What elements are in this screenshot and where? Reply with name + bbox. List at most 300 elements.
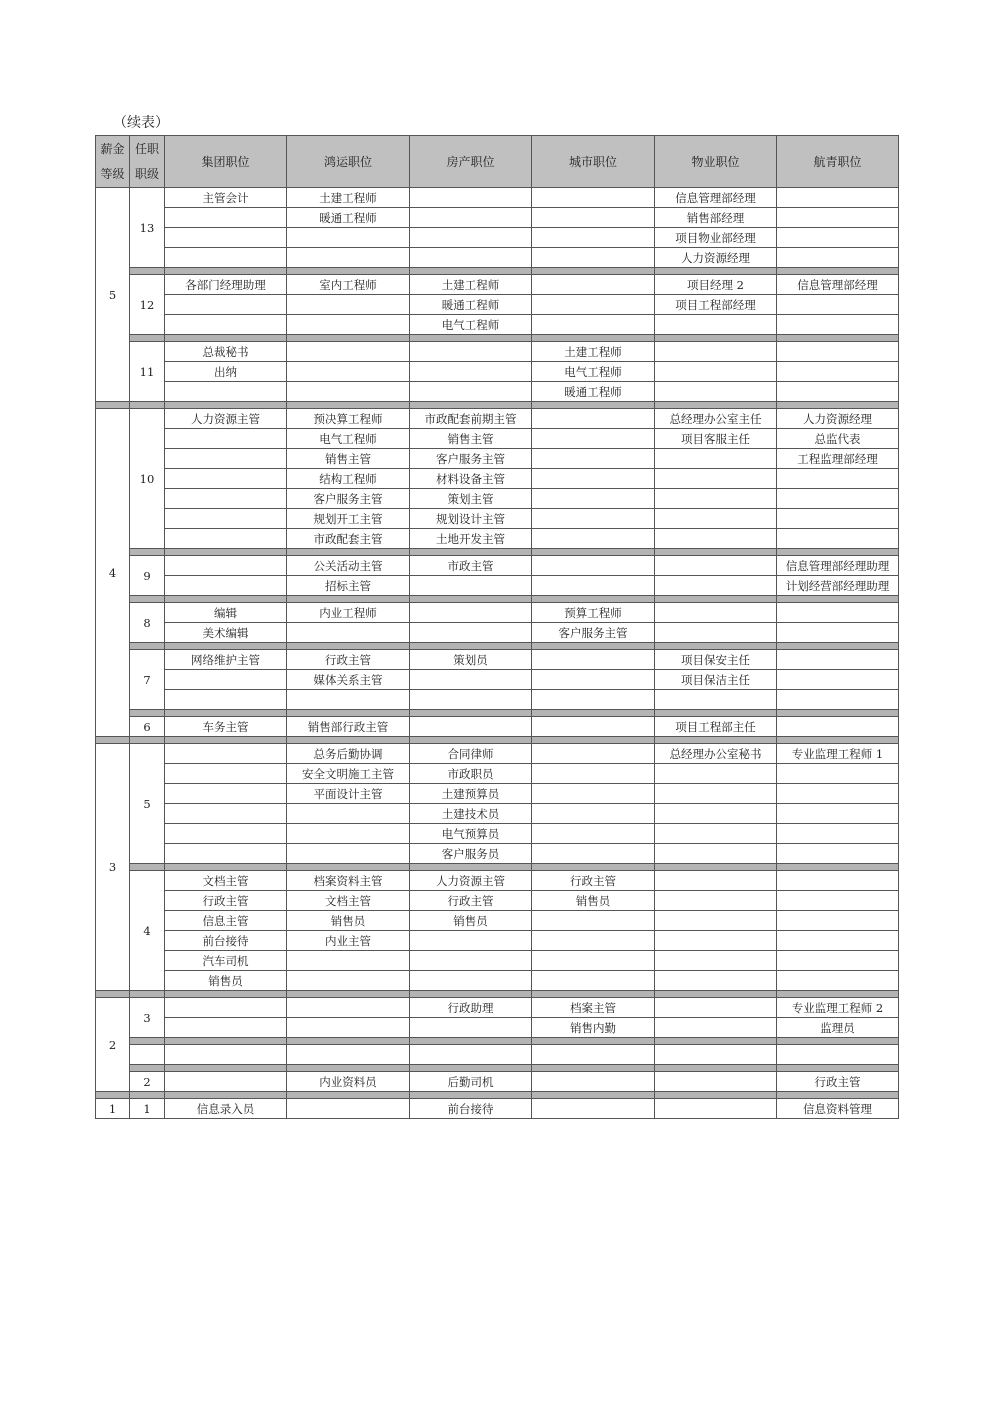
job-level-cell: 4 xyxy=(130,871,165,991)
position-cell xyxy=(777,844,899,864)
position-cell: 编辑 xyxy=(165,603,287,623)
position-cell: 土建技术员 xyxy=(410,804,532,824)
separator-cell xyxy=(655,643,777,650)
separator-cell xyxy=(130,596,165,603)
position-cell xyxy=(410,971,532,991)
position-cell xyxy=(655,315,777,335)
job-level-cell: 9 xyxy=(130,556,165,596)
job-level-cell: 11 xyxy=(130,342,165,402)
position-cell xyxy=(655,784,777,804)
position-cell: 监理员 xyxy=(777,1018,899,1038)
position-cell xyxy=(655,911,777,931)
position-cell xyxy=(410,931,532,951)
position-cell: 项目工程部经理 xyxy=(655,295,777,315)
position-cell: 规划开工主管 xyxy=(287,509,410,529)
position-cell xyxy=(165,1045,287,1065)
position-cell xyxy=(777,1045,899,1065)
separator-cell xyxy=(655,549,777,556)
position-cell: 土建预算员 xyxy=(410,784,532,804)
job-level-cell: 12 xyxy=(130,275,165,335)
separator-cell xyxy=(165,335,287,342)
separator-row xyxy=(96,643,899,650)
header-hongyun-position: 鸿运职位 xyxy=(287,136,410,188)
separator-cell xyxy=(655,737,777,744)
position-cell: 公关活动主管 xyxy=(287,556,410,576)
position-cell xyxy=(165,744,287,764)
position-cell: 销售部行政主管 xyxy=(287,717,410,737)
position-cell xyxy=(655,998,777,1018)
position-cell: 项目工程部主任 xyxy=(655,717,777,737)
table-row xyxy=(96,650,899,670)
separator-cell xyxy=(777,643,899,650)
position-cell: 专业监理工程师 1 xyxy=(777,744,899,764)
position-cell xyxy=(777,931,899,951)
header-realestate-position: 房产职位 xyxy=(410,136,532,188)
position-cell xyxy=(287,228,410,248)
position-cell xyxy=(165,208,287,228)
separator-row xyxy=(96,335,899,342)
table-row xyxy=(96,275,899,295)
separator-cell xyxy=(410,1038,532,1045)
separator-cell xyxy=(130,710,165,717)
table-row xyxy=(96,911,899,931)
table-row xyxy=(96,188,899,208)
job-level-cell: 7 xyxy=(130,650,165,710)
position-cell: 土建工程师 xyxy=(287,188,410,208)
position-cell xyxy=(532,228,655,248)
position-cell: 档案主管 xyxy=(532,998,655,1018)
separator-cell xyxy=(165,991,287,998)
separator-cell xyxy=(410,1065,532,1072)
table-row xyxy=(96,208,899,228)
position-cell xyxy=(777,603,899,623)
separator-cell xyxy=(130,1065,165,1072)
position-cell xyxy=(287,623,410,643)
position-cell xyxy=(532,449,655,469)
separator-cell xyxy=(165,1038,287,1045)
position-cell: 平面设计主管 xyxy=(287,784,410,804)
position-cell: 内业资料员 xyxy=(287,1072,410,1092)
separator-row xyxy=(96,991,899,998)
position-cell xyxy=(532,1045,655,1065)
separator-cell xyxy=(130,402,165,409)
position-cell: 档案资料主管 xyxy=(287,871,410,891)
position-cell xyxy=(165,784,287,804)
position-cell: 总务后勤协调 xyxy=(287,744,410,764)
table-row xyxy=(96,342,899,362)
position-cell: 客户服务主管 xyxy=(410,449,532,469)
header-job-level xyxy=(130,136,165,188)
position-cell xyxy=(655,891,777,911)
separator-cell xyxy=(130,737,165,744)
position-cell xyxy=(655,509,777,529)
job-level-cell: 3 xyxy=(130,998,165,1038)
position-cell xyxy=(777,911,899,931)
position-cell xyxy=(777,804,899,824)
position-cell xyxy=(410,670,532,690)
pay-grade-cell: 5 xyxy=(96,188,130,402)
separator-cell xyxy=(655,991,777,998)
separator-cell xyxy=(532,549,655,556)
position-cell xyxy=(287,1018,410,1038)
position-cell: 内业主管 xyxy=(287,931,410,951)
position-cell xyxy=(532,764,655,784)
position-cell xyxy=(655,449,777,469)
position-cell: 行政主管 xyxy=(287,650,410,670)
table-row xyxy=(96,744,899,764)
position-cell xyxy=(287,342,410,362)
table-row xyxy=(96,228,899,248)
separator-cell xyxy=(777,1038,899,1045)
position-cell xyxy=(777,469,899,489)
position-cell: 暖通工程师 xyxy=(287,208,410,228)
separator-cell xyxy=(287,991,410,998)
position-cell: 信息资料管理 xyxy=(777,1099,899,1119)
position-cell xyxy=(777,362,899,382)
separator-cell xyxy=(287,1092,410,1099)
position-cell xyxy=(777,188,899,208)
header-pay-grade-line2: 等级 xyxy=(100,166,125,181)
position-cell xyxy=(532,315,655,335)
position-cell: 结构工程师 xyxy=(287,469,410,489)
table-row xyxy=(96,998,899,1018)
position-cell: 策划主管 xyxy=(410,489,532,509)
table-row xyxy=(96,529,899,549)
separator-row xyxy=(96,1038,899,1045)
table-row xyxy=(96,429,899,449)
position-cell xyxy=(655,951,777,971)
separator-cell xyxy=(655,710,777,717)
separator-cell xyxy=(287,268,410,275)
position-cell xyxy=(532,744,655,764)
position-cell xyxy=(165,382,287,402)
separator-cell xyxy=(165,1065,287,1072)
header-pay-grade xyxy=(96,136,130,188)
separator-cell xyxy=(655,402,777,409)
position-cell xyxy=(532,931,655,951)
separator-cell xyxy=(165,596,287,603)
position-cell xyxy=(165,509,287,529)
separator-cell xyxy=(165,268,287,275)
position-cell xyxy=(532,670,655,690)
position-cell xyxy=(655,931,777,951)
position-cell: 项目保洁主任 xyxy=(655,670,777,690)
separator-cell xyxy=(410,596,532,603)
position-cell xyxy=(777,489,899,509)
position-cell xyxy=(532,275,655,295)
position-cell: 暖通工程师 xyxy=(532,382,655,402)
position-cell xyxy=(287,824,410,844)
position-cell xyxy=(777,951,899,971)
position-cell: 计划经营部经理助理 xyxy=(777,576,899,596)
table-row xyxy=(96,764,899,784)
position-cell: 专业监理工程师 2 xyxy=(777,998,899,1018)
position-cell xyxy=(777,295,899,315)
separator-cell xyxy=(165,710,287,717)
position-cell xyxy=(165,529,287,549)
position-cell xyxy=(287,804,410,824)
position-cell xyxy=(165,1018,287,1038)
separator-cell xyxy=(130,643,165,650)
position-cell xyxy=(777,764,899,784)
position-cell xyxy=(532,409,655,429)
position-cell xyxy=(532,469,655,489)
separator-cell xyxy=(287,402,410,409)
position-cell: 汽车司机 xyxy=(165,951,287,971)
position-cell xyxy=(165,844,287,864)
position-cell: 电气工程师 xyxy=(287,429,410,449)
separator-cell xyxy=(655,1065,777,1072)
position-cell: 销售内勤 xyxy=(532,1018,655,1038)
header-group-position: 集团职位 xyxy=(165,136,287,188)
position-cell: 客户服务主管 xyxy=(287,489,410,509)
table-row xyxy=(96,891,899,911)
position-cell xyxy=(777,824,899,844)
position-cell: 客户服务员 xyxy=(410,844,532,864)
separator-cell xyxy=(165,402,287,409)
position-cell: 预算工程师 xyxy=(532,603,655,623)
position-cell xyxy=(532,576,655,596)
position-cell xyxy=(532,951,655,971)
separator-cell xyxy=(532,1038,655,1045)
position-cell xyxy=(532,248,655,268)
position-cell xyxy=(165,248,287,268)
position-cell: 行政主管 xyxy=(532,871,655,891)
separator-cell xyxy=(410,402,532,409)
separator-cell xyxy=(777,1092,899,1099)
separator-cell xyxy=(410,1092,532,1099)
table-row xyxy=(96,951,899,971)
position-cell: 销售员 xyxy=(287,911,410,931)
position-cell xyxy=(655,690,777,710)
position-cell xyxy=(532,971,655,991)
position-cell xyxy=(165,998,287,1018)
position-cell xyxy=(410,951,532,971)
separator-cell xyxy=(287,549,410,556)
table-caption: （续表） xyxy=(113,115,169,131)
position-cell: 项目客服主任 xyxy=(655,429,777,449)
position-cell: 土建工程师 xyxy=(410,275,532,295)
position-cell xyxy=(777,509,899,529)
separator-cell xyxy=(130,1092,165,1099)
position-cell: 电气工程师 xyxy=(532,362,655,382)
position-cell xyxy=(532,911,655,931)
position-cell xyxy=(287,295,410,315)
position-cell: 信息主管 xyxy=(165,911,287,931)
position-cell xyxy=(777,228,899,248)
table-row xyxy=(96,690,899,710)
separator-row xyxy=(96,402,899,409)
separator-cell xyxy=(777,710,899,717)
position-cell: 行政主管 xyxy=(165,891,287,911)
position-cell: 后勤司机 xyxy=(410,1072,532,1092)
position-cell xyxy=(165,576,287,596)
position-cell xyxy=(410,362,532,382)
job-level-cell: 13 xyxy=(130,188,165,268)
position-cell xyxy=(777,971,899,991)
position-cell xyxy=(410,623,532,643)
separator-cell xyxy=(165,549,287,556)
separator-cell xyxy=(532,643,655,650)
separator-cell xyxy=(532,991,655,998)
table-row xyxy=(96,469,899,489)
separator-cell xyxy=(96,737,130,744)
separator-row xyxy=(96,737,899,744)
position-cell xyxy=(532,295,655,315)
separator-cell xyxy=(165,864,287,871)
table-row xyxy=(96,623,899,643)
table-row xyxy=(96,576,899,596)
position-cell xyxy=(532,784,655,804)
position-cell xyxy=(410,603,532,623)
position-cell xyxy=(287,844,410,864)
separator-cell xyxy=(532,1092,655,1099)
separator-row xyxy=(96,549,899,556)
table-row xyxy=(96,1045,899,1065)
position-cell xyxy=(777,670,899,690)
position-cell: 人力资源经理 xyxy=(777,409,899,429)
separator-cell xyxy=(777,402,899,409)
position-cell xyxy=(777,717,899,737)
position-cell xyxy=(655,342,777,362)
position-cell: 行政助理 xyxy=(410,998,532,1018)
separator-cell xyxy=(287,710,410,717)
position-cell xyxy=(777,623,899,643)
table-row xyxy=(96,1072,899,1092)
table-row xyxy=(96,603,899,623)
separator-cell xyxy=(777,596,899,603)
position-cell: 信息管理部经理 xyxy=(655,188,777,208)
separator-cell xyxy=(130,1038,165,1045)
table-row xyxy=(96,844,899,864)
position-cell xyxy=(655,1018,777,1038)
position-cell xyxy=(532,1099,655,1119)
position-cell xyxy=(655,804,777,824)
job-level-cell: 6 xyxy=(130,717,165,737)
separator-cell xyxy=(532,737,655,744)
separator-cell xyxy=(165,1092,287,1099)
separator-cell xyxy=(130,268,165,275)
position-cell: 安全文明施工主管 xyxy=(287,764,410,784)
position-cell xyxy=(287,1045,410,1065)
position-cell: 车务主管 xyxy=(165,717,287,737)
separator-cell xyxy=(130,335,165,342)
position-cell xyxy=(532,690,655,710)
table-row xyxy=(96,509,899,529)
position-cell xyxy=(655,603,777,623)
position-cell xyxy=(165,1072,287,1092)
position-cell: 市政配套主管 xyxy=(287,529,410,549)
position-cell: 项目物业部经理 xyxy=(655,228,777,248)
separator-cell xyxy=(165,737,287,744)
position-cell: 总经理办公室主任 xyxy=(655,409,777,429)
position-cell xyxy=(532,804,655,824)
position-cell xyxy=(410,717,532,737)
header-city-position: 城市职位 xyxy=(532,136,655,188)
position-cell xyxy=(532,188,655,208)
separator-cell xyxy=(165,643,287,650)
position-cell: 前台接待 xyxy=(410,1099,532,1119)
position-cell: 前台接待 xyxy=(165,931,287,951)
separator-cell xyxy=(287,737,410,744)
position-cell: 总经理办公室秘书 xyxy=(655,744,777,764)
position-cell: 出纳 xyxy=(165,362,287,382)
position-cell: 销售员 xyxy=(532,891,655,911)
position-cell xyxy=(655,556,777,576)
position-cell: 客户服务主管 xyxy=(532,623,655,643)
separator-cell xyxy=(777,737,899,744)
header-job-level-line1: 任职 xyxy=(134,141,159,156)
position-cell xyxy=(410,1018,532,1038)
position-cell xyxy=(655,1045,777,1065)
separator-cell xyxy=(532,710,655,717)
position-cell: 项目保安主任 xyxy=(655,650,777,670)
header-property-position: 物业职位 xyxy=(655,136,777,188)
position-cell xyxy=(410,576,532,596)
separator-row xyxy=(96,1092,899,1099)
position-cell: 信息管理部经理 xyxy=(777,275,899,295)
separator-row xyxy=(96,1065,899,1072)
position-cell: 销售部经理 xyxy=(655,208,777,228)
position-cell: 销售主管 xyxy=(287,449,410,469)
position-cell xyxy=(165,429,287,449)
position-cell: 市政职员 xyxy=(410,764,532,784)
table-row xyxy=(96,971,899,991)
position-cell: 销售员 xyxy=(165,971,287,991)
separator-cell xyxy=(410,737,532,744)
separator-cell xyxy=(96,991,130,998)
separator-cell xyxy=(655,1038,777,1045)
table-row xyxy=(96,409,899,429)
table-row xyxy=(96,556,899,576)
position-cell: 电气预算员 xyxy=(410,824,532,844)
position-cell xyxy=(777,690,899,710)
separator-cell xyxy=(655,268,777,275)
position-cell: 文档主管 xyxy=(287,891,410,911)
position-cell: 规划设计主管 xyxy=(410,509,532,529)
position-cell xyxy=(165,690,287,710)
table-row xyxy=(96,804,899,824)
position-cell: 室内工程师 xyxy=(287,275,410,295)
position-cell: 合同律师 xyxy=(410,744,532,764)
table-row xyxy=(96,931,899,951)
separator-cell xyxy=(655,864,777,871)
separator-cell xyxy=(410,864,532,871)
separator-row xyxy=(96,710,899,717)
position-cell xyxy=(287,690,410,710)
position-cell xyxy=(655,623,777,643)
position-cell xyxy=(532,489,655,509)
table-row xyxy=(96,670,899,690)
separator-cell xyxy=(777,268,899,275)
position-cell xyxy=(655,529,777,549)
separator-cell xyxy=(96,1092,130,1099)
job-level-cell: 10 xyxy=(130,409,165,549)
position-cell xyxy=(777,248,899,268)
position-cell xyxy=(777,342,899,362)
table-row xyxy=(96,362,899,382)
position-cell xyxy=(655,382,777,402)
table-row xyxy=(96,449,899,469)
position-cell xyxy=(287,315,410,335)
separator-cell xyxy=(410,335,532,342)
position-cell: 信息录入员 xyxy=(165,1099,287,1119)
position-cell xyxy=(165,228,287,248)
position-cell xyxy=(410,1045,532,1065)
position-cell xyxy=(165,556,287,576)
position-cell xyxy=(655,1072,777,1092)
separator-cell xyxy=(655,1092,777,1099)
